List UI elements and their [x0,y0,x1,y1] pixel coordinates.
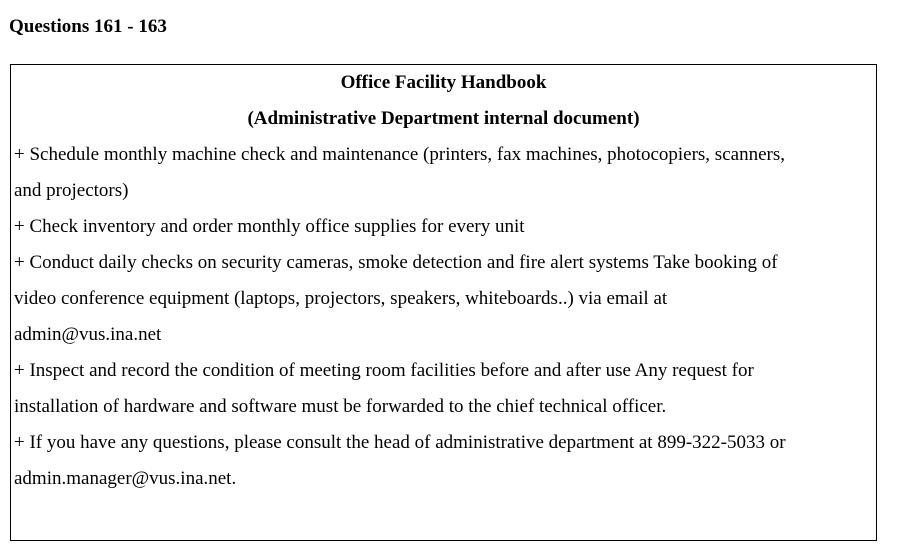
handbook-line: admin@vus.ina.net [14,324,162,345]
handbook-line: installation of hardware and software must be forwarded to the chief technical officer. [14,396,667,417]
handbook-line: + Check inventory and order monthly office supplies for every unit [14,216,525,237]
handbook-line: + If you have any questions, please consult the head of administrative department at 899-322-5033 or [14,432,786,453]
handbook-title: Office Facility Handbook [340,72,547,93]
handbook-line: + Schedule monthly machine check and maintenance (printers, fax machines, photocopiers, scanners, [14,144,785,165]
handbook-line: admin.manager@vus.ina.net. [14,468,237,489]
handbook-line: + Conduct daily checks on security cameras, smoke detection and fire alert systems Take booking of [14,252,778,273]
questions-heading: Questions 161 - 163 [9,16,167,37]
handbook-line: video conference equipment (laptops, projectors, speakers, whiteboards..) via email at [14,288,668,309]
handbook-subtitle: (Administrative Department internal document) [247,108,640,129]
handbook-line: + Inspect and record the condition of meeting room facilities before and after use Any request for [14,360,754,381]
handbook-box [10,64,877,541]
handbook-line: and projectors) [14,180,129,201]
